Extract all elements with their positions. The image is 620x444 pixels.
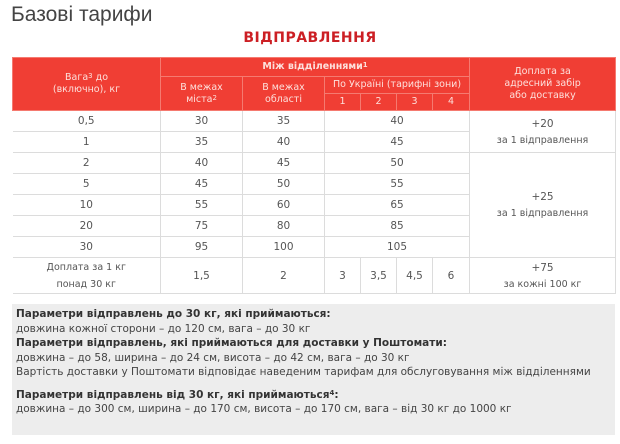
cell-weight: 0,5 (13, 111, 161, 132)
cell-ukraine: 50 (325, 153, 470, 174)
cell-extra-charge: +75 за кожні 100 кг (470, 258, 616, 294)
cell-zone-2: 3,5 (361, 258, 397, 294)
notes-panel (12, 304, 615, 435)
header-zone-4: 4 (433, 94, 470, 111)
cell-city: 55 (161, 195, 243, 216)
cell-city: 95 (161, 237, 243, 258)
cell-region: 45 (243, 153, 325, 174)
cell-weight: 1 (13, 132, 161, 153)
header-zone-3: 3 (397, 94, 433, 111)
tariffs-table (12, 57, 616, 294)
cell-zone-1: 3 (325, 258, 361, 294)
note-text-postomat-cost: Вартість доставки у Поштомати відповідає наведеним тарифам для обслуговування між відділеннями (16, 366, 591, 378)
header-between-branches: Між відділеннями$^1$ (161, 58, 470, 77)
cell-city: 75 (161, 216, 243, 237)
header-ukraine-zones: По Україні (тарифні зони) (325, 77, 470, 94)
cell-region: 80 (243, 216, 325, 237)
cell-per-kg-label: Доплата за 1 кг понад 30 кг (13, 258, 161, 294)
note-title-over-30kg: Параметри відправлень від 30 кг, які приймаються$^4$: (16, 388, 339, 401)
header-weight: Вага$^3$ до (включно), кг (13, 58, 161, 111)
note-title-up-to-30kg: Параметри відправлень до 30 кг, які приймаються: (16, 308, 331, 320)
cell-ukraine: 105 (325, 237, 470, 258)
table-row (13, 153, 616, 174)
cell-region: 40 (243, 132, 325, 153)
cell-weight: 5 (13, 174, 161, 195)
note-text-up-to-30kg: довжина кожної сторони – до 120 см, вага – до 30 кг (16, 322, 311, 335)
header-within-region: В межах області (243, 77, 325, 111)
cell-region: 35 (243, 111, 325, 132)
cell-ukraine: 65 (325, 195, 470, 216)
cell-weight: 10 (13, 195, 161, 216)
cell-extra-charge: +20 за 1 відправлення (470, 111, 616, 153)
cell-city: 35 (161, 132, 243, 153)
page-title: Базові тарифи (11, 3, 153, 26)
header-zone-1: 1 (325, 94, 361, 111)
cell-ukraine: 85 (325, 216, 470, 237)
cell-ukraine: 55 (325, 174, 470, 195)
cell-region: 2 (243, 258, 325, 294)
cell-city: 30 (161, 111, 243, 132)
cell-region: 50 (243, 174, 325, 195)
header-within-city: В межах міста$^2$ (161, 77, 243, 111)
cell-city: 40 (161, 153, 243, 174)
note-title-postomat: Параметри відправлень, які приймаються для доставки у Поштомати: (16, 337, 447, 349)
cell-city: 1,5 (161, 258, 243, 294)
cell-city: 45 (161, 174, 243, 195)
cell-weight: 30 (13, 237, 161, 258)
cell-weight: 20 (13, 216, 161, 237)
cell-extra-charge: +25 за 1 відправлення (470, 153, 616, 258)
note-text-over-30kg: довжина – до 300 см, ширина – до 170 см, висота – до 170 см, вага – від 30 кг до 1000 кг (16, 403, 512, 415)
header-zone-2: 2 (361, 94, 397, 111)
table-row (13, 111, 616, 132)
section-title: ВІДПРАВЛЕННЯ (243, 30, 377, 46)
header-extra-charge: Доплата за адресний забір або доставку (470, 58, 616, 111)
cell-zone-4: 6 (433, 258, 470, 294)
cell-weight: 2 (13, 153, 161, 174)
cell-ukraine: 40 (325, 111, 470, 132)
cell-zone-3: 4,5 (397, 258, 433, 294)
table-row-per-kg (13, 258, 616, 294)
cell-region: 100 (243, 237, 325, 258)
note-text-postomat: довжина – до 58, ширина – до 24 см, висота – до 42 см, вага – до 30 кг (16, 351, 410, 364)
cell-ukraine: 45 (325, 132, 470, 153)
cell-region: 60 (243, 195, 325, 216)
